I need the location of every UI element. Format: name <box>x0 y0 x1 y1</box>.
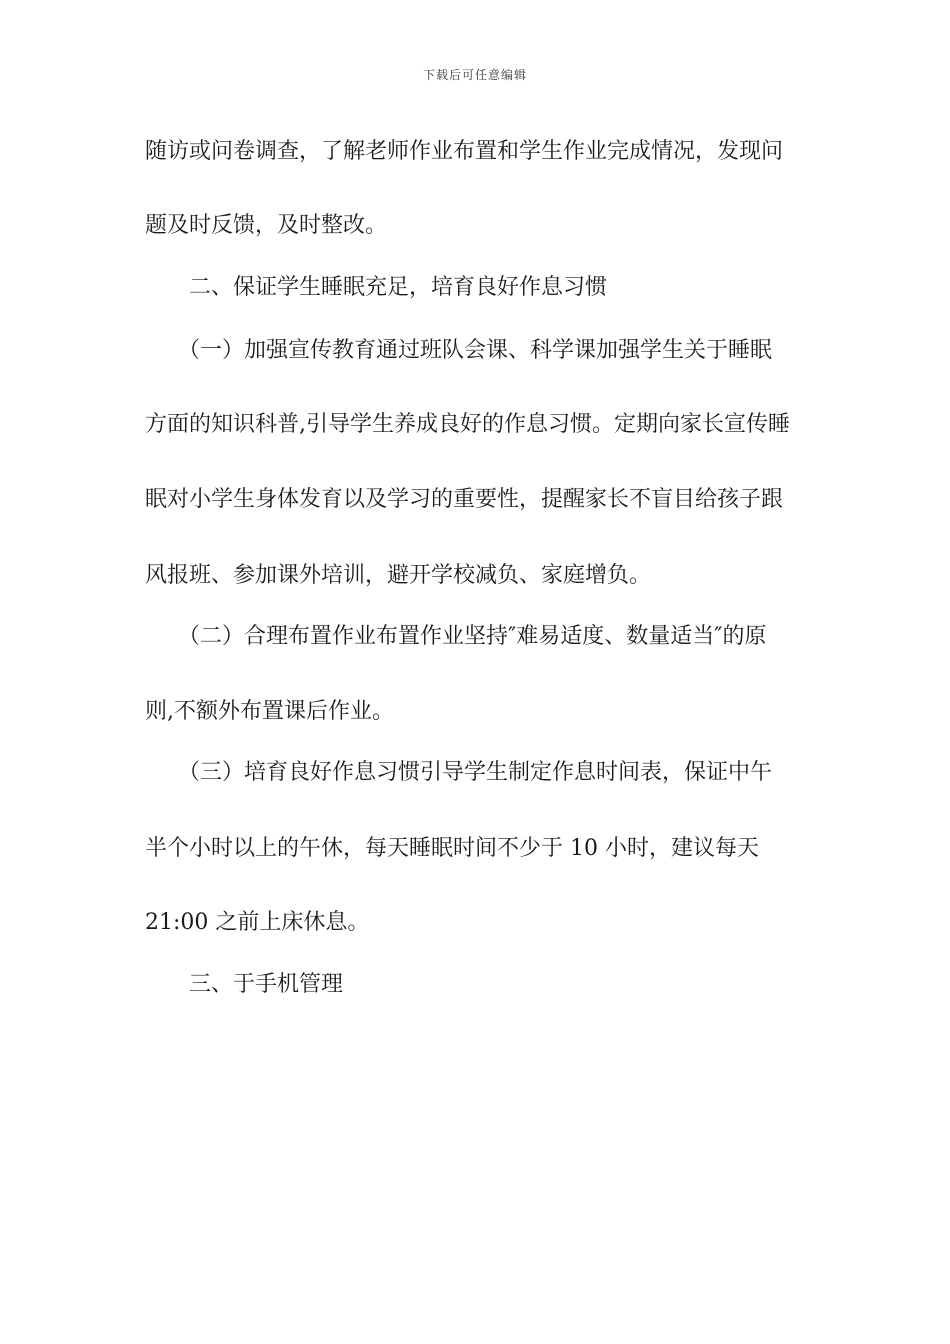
subsection-heading-3: （三）培育良好作息习惯引导学生制定作息时间表，保证中午 <box>145 760 773 785</box>
subsection-heading-2: （二）合理布置作业布置作业坚持″难易适度、数量适当″的原 <box>145 624 767 649</box>
body-line-9: 则,不额外布置课后作业。 <box>145 699 394 724</box>
section-heading-3: 三、于手机管理 <box>145 972 344 997</box>
body-line-2: 题及时反馈，及时整改。 <box>145 213 388 238</box>
body-line-11: 半个小时以上的午休，每天睡眠时间不少于 10 小时，建议每天 <box>145 836 759 861</box>
body-line-6: 眠对小学生身体发育以及学习的重要性，提醒家长不盲目给孩子跟 <box>145 487 784 512</box>
header-note: 下载后可任意编辑 <box>422 68 527 82</box>
subsection-heading-1: （一）加强宣传教育通过班队会课、科学课加强学生关于睡眠 <box>145 338 773 363</box>
body-line-1: 随访或问卷调查，了解老师作业布置和学生作业完成情况，发现问 <box>145 139 784 164</box>
body-line-7: 风报班、参加课外培训，避开学校减负、家庭增负。 <box>145 563 652 588</box>
body-line-12: 21:00 之前上床休息。 <box>145 910 370 935</box>
section-heading-2: 二、保证学生睡眠充足，培育良好作息习惯 <box>145 275 608 300</box>
body-line-5: 方面的知识科普,引导学生养成良好的作息习惯。定期向家长宣传睡 <box>145 412 790 437</box>
